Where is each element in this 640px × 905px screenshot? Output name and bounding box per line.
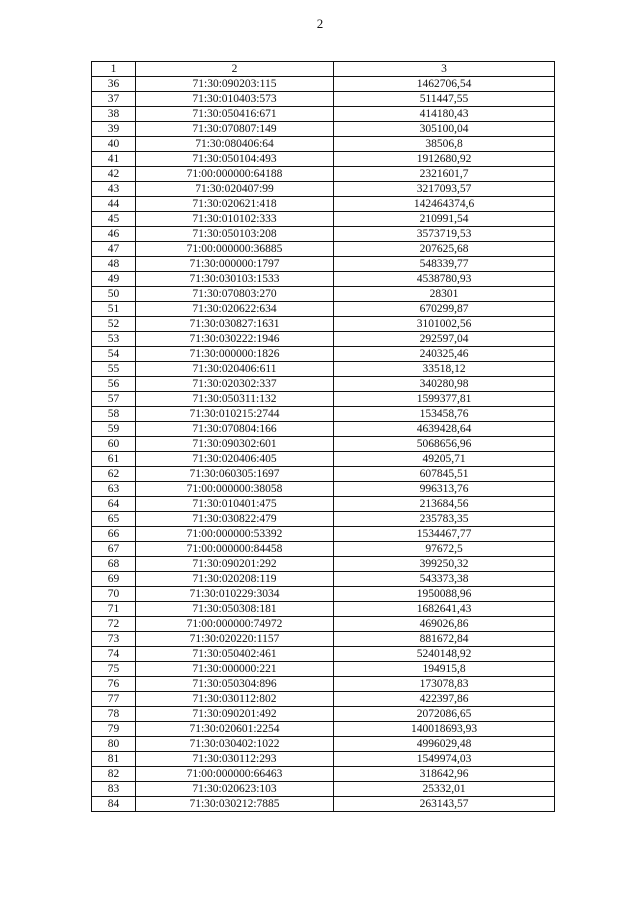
row-number-cell: 48 — [92, 257, 136, 272]
table-row — [92, 137, 555, 152]
table-row — [92, 752, 555, 767]
row-number-cell: 66 — [92, 527, 136, 542]
cadastral-number-cell: 71:30:030112:802 — [136, 692, 334, 707]
table-row — [92, 602, 555, 617]
row-number-cell: 64 — [92, 497, 136, 512]
table-row — [92, 557, 555, 572]
row-number-cell: 53 — [92, 332, 136, 347]
value-cell: 340280,98 — [334, 377, 555, 392]
value-cell: 235783,35 — [334, 512, 555, 527]
row-number-cell: 62 — [92, 467, 136, 482]
value-cell: 140018693,93 — [334, 722, 555, 737]
table-row — [92, 92, 555, 107]
value-cell: 1462706,54 — [334, 77, 555, 92]
table-row — [92, 467, 555, 482]
value-cell: 33518,12 — [334, 362, 555, 377]
row-number-cell: 46 — [92, 227, 136, 242]
row-number-cell: 77 — [92, 692, 136, 707]
cadastral-number-cell: 71:30:020622:634 — [136, 302, 334, 317]
value-cell: 240325,46 — [334, 347, 555, 362]
column-header-1: 1 — [92, 62, 136, 77]
value-cell: 543373,38 — [334, 572, 555, 587]
table-row — [92, 407, 555, 422]
table-row — [92, 422, 555, 437]
table-row — [92, 527, 555, 542]
cadastral-number-cell: 71:30:010403:573 — [136, 92, 334, 107]
value-cell: 1599377,81 — [334, 392, 555, 407]
value-cell: 1549974,03 — [334, 752, 555, 767]
value-cell: 3101002,56 — [334, 317, 555, 332]
row-number-cell: 49 — [92, 272, 136, 287]
row-number-cell: 76 — [92, 677, 136, 692]
cadastral-number-cell: 71:30:070804:166 — [136, 422, 334, 437]
row-number-cell: 45 — [92, 212, 136, 227]
value-cell: 3217093,57 — [334, 182, 555, 197]
registry-table — [91, 61, 555, 812]
row-number-cell: 67 — [92, 542, 136, 557]
table-row — [92, 77, 555, 92]
row-number-cell: 57 — [92, 392, 136, 407]
cadastral-number-cell: 71:30:020208:119 — [136, 572, 334, 587]
cadastral-number-cell: 71:00:000000:64188 — [136, 167, 334, 182]
value-cell: 670299,87 — [334, 302, 555, 317]
table-row — [92, 257, 555, 272]
value-cell: 5240148,92 — [334, 647, 555, 662]
cadastral-number-cell: 71:30:090302:601 — [136, 437, 334, 452]
cadastral-number-cell: 71:00:000000:53392 — [136, 527, 334, 542]
value-cell: 5068656,96 — [334, 437, 555, 452]
value-cell: 1534467,77 — [334, 527, 555, 542]
cadastral-number-cell: 71:30:000000:1826 — [136, 347, 334, 362]
row-number-cell: 38 — [92, 107, 136, 122]
value-cell: 399250,32 — [334, 557, 555, 572]
cadastral-number-cell: 71:30:000000:1797 — [136, 257, 334, 272]
table-row — [92, 737, 555, 752]
cadastral-number-cell: 71:30:060305:1697 — [136, 467, 334, 482]
table-row — [92, 122, 555, 137]
cadastral-number-cell: 71:30:050103:208 — [136, 227, 334, 242]
cadastral-number-cell: 71:00:000000:38058 — [136, 482, 334, 497]
row-number-cell: 42 — [92, 167, 136, 182]
cadastral-number-cell: 71:00:000000:84458 — [136, 542, 334, 557]
row-number-cell: 59 — [92, 422, 136, 437]
table-row — [92, 797, 555, 812]
cadastral-number-cell: 71:30:050308:181 — [136, 602, 334, 617]
value-cell: 548339,77 — [334, 257, 555, 272]
value-cell: 4639428,64 — [334, 422, 555, 437]
cadastral-number-cell: 71:30:090201:292 — [136, 557, 334, 572]
row-number-cell: 55 — [92, 362, 136, 377]
cadastral-number-cell: 71:30:050311:132 — [136, 392, 334, 407]
row-number-cell: 43 — [92, 182, 136, 197]
value-cell: 1950088,96 — [334, 587, 555, 602]
row-number-cell: 54 — [92, 347, 136, 362]
table-row — [92, 587, 555, 602]
table-row — [92, 332, 555, 347]
cadastral-number-cell: 71:30:020407:99 — [136, 182, 334, 197]
row-number-cell: 44 — [92, 197, 136, 212]
row-number-cell: 41 — [92, 152, 136, 167]
row-number-cell: 71 — [92, 602, 136, 617]
row-number-cell: 37 — [92, 92, 136, 107]
value-cell: 881672,84 — [334, 632, 555, 647]
cadastral-number-cell: 71:30:030222:1946 — [136, 332, 334, 347]
cadastral-number-cell: 71:30:030822:479 — [136, 512, 334, 527]
row-number-cell: 63 — [92, 482, 136, 497]
table-row — [92, 767, 555, 782]
cadastral-number-cell: 71:30:010229:3034 — [136, 587, 334, 602]
value-cell: 153458,76 — [334, 407, 555, 422]
table-row — [92, 302, 555, 317]
table-row — [92, 392, 555, 407]
row-number-cell: 79 — [92, 722, 136, 737]
table-header-row — [92, 62, 555, 77]
cadastral-number-cell: 71:30:020406:611 — [136, 362, 334, 377]
value-cell: 49205,71 — [334, 452, 555, 467]
table-row — [92, 197, 555, 212]
table-row — [92, 182, 555, 197]
table-row — [92, 152, 555, 167]
cadastral-number-cell: 71:30:010215:2744 — [136, 407, 334, 422]
cadastral-number-cell: 71:30:020601:2254 — [136, 722, 334, 737]
cadastral-number-cell: 71:30:080406:64 — [136, 137, 334, 152]
value-cell: 305100,04 — [334, 122, 555, 137]
row-number-cell: 78 — [92, 707, 136, 722]
row-number-cell: 83 — [92, 782, 136, 797]
value-cell: 511447,55 — [334, 92, 555, 107]
table-row — [92, 107, 555, 122]
cadastral-number-cell: 71:30:050402:461 — [136, 647, 334, 662]
column-header-2: 2 — [136, 62, 334, 77]
value-cell: 1682641,43 — [334, 602, 555, 617]
table-row — [92, 677, 555, 692]
table-row — [92, 287, 555, 302]
value-cell: 263143,57 — [334, 797, 555, 812]
row-number-cell: 74 — [92, 647, 136, 662]
cadastral-number-cell: 71:30:090201:492 — [136, 707, 334, 722]
value-cell: 607845,51 — [334, 467, 555, 482]
cadastral-number-cell: 71:30:010401:475 — [136, 497, 334, 512]
value-cell: 414180,43 — [334, 107, 555, 122]
row-number-cell: 40 — [92, 137, 136, 152]
cadastral-number-cell: 71:00:000000:74972 — [136, 617, 334, 632]
cadastral-number-cell: 71:30:020621:418 — [136, 197, 334, 212]
table-row — [92, 347, 555, 362]
value-cell: 996313,76 — [334, 482, 555, 497]
row-number-cell: 61 — [92, 452, 136, 467]
cadastral-number-cell: 71:00:000000:36885 — [136, 242, 334, 257]
value-cell: 173078,83 — [334, 677, 555, 692]
row-number-cell: 84 — [92, 797, 136, 812]
row-number-cell: 50 — [92, 287, 136, 302]
cadastral-number-cell: 71:30:030212:7885 — [136, 797, 334, 812]
column-header-3: 3 — [334, 62, 555, 77]
value-cell: 292597,04 — [334, 332, 555, 347]
cadastral-number-cell: 71:00:000000:66463 — [136, 767, 334, 782]
value-cell: 207625,68 — [334, 242, 555, 257]
table-row — [92, 242, 555, 257]
cadastral-number-cell: 71:30:020623:103 — [136, 782, 334, 797]
table-row — [92, 572, 555, 587]
table-row — [92, 782, 555, 797]
cadastral-number-cell: 71:30:030827:1631 — [136, 317, 334, 332]
table-row — [92, 662, 555, 677]
cadastral-number-cell: 71:30:000000:221 — [136, 662, 334, 677]
table-row — [92, 377, 555, 392]
table-row — [92, 632, 555, 647]
row-number-cell: 72 — [92, 617, 136, 632]
cadastral-number-cell: 71:30:050304:896 — [136, 677, 334, 692]
row-number-cell: 52 — [92, 317, 136, 332]
row-number-cell: 60 — [92, 437, 136, 452]
value-cell: 2072086,65 — [334, 707, 555, 722]
table-row — [92, 272, 555, 287]
row-number-cell: 39 — [92, 122, 136, 137]
row-number-cell: 36 — [92, 77, 136, 92]
row-number-cell: 82 — [92, 767, 136, 782]
cadastral-number-cell: 71:30:030402:1022 — [136, 737, 334, 752]
cadastral-number-cell: 71:30:020220:1157 — [136, 632, 334, 647]
table-row — [92, 482, 555, 497]
table-row — [92, 617, 555, 632]
row-number-cell: 68 — [92, 557, 136, 572]
page-number: 2 — [316, 16, 324, 31]
table-row — [92, 317, 555, 332]
table-row — [92, 722, 555, 737]
row-number-cell: 47 — [92, 242, 136, 257]
value-cell: 4538780,93 — [334, 272, 555, 287]
table-row — [92, 437, 555, 452]
cadastral-number-cell: 71:30:050416:671 — [136, 107, 334, 122]
row-number-cell: 81 — [92, 752, 136, 767]
cadastral-number-cell: 71:30:070807:149 — [136, 122, 334, 137]
table-row — [92, 707, 555, 722]
value-cell: 97672,5 — [334, 542, 555, 557]
table-row — [92, 167, 555, 182]
table-body — [92, 77, 555, 812]
cadastral-number-cell: 71:30:010102:333 — [136, 212, 334, 227]
table-row — [92, 647, 555, 662]
row-number-cell: 51 — [92, 302, 136, 317]
value-cell: 1912680,92 — [334, 152, 555, 167]
table-row — [92, 452, 555, 467]
table-row — [92, 362, 555, 377]
row-number-cell: 70 — [92, 587, 136, 602]
value-cell: 25332,01 — [334, 782, 555, 797]
value-cell: 194915,8 — [334, 662, 555, 677]
value-cell: 318642,96 — [334, 767, 555, 782]
cadastral-number-cell: 71:30:030112:293 — [136, 752, 334, 767]
table-row — [92, 212, 555, 227]
value-cell: 210991,54 — [334, 212, 555, 227]
row-number-cell: 73 — [92, 632, 136, 647]
row-number-cell: 80 — [92, 737, 136, 752]
table-row — [92, 227, 555, 242]
row-number-cell: 65 — [92, 512, 136, 527]
cadastral-number-cell: 71:30:020406:405 — [136, 452, 334, 467]
row-number-cell: 56 — [92, 377, 136, 392]
value-cell: 422397,86 — [334, 692, 555, 707]
value-cell: 38506,8 — [334, 137, 555, 152]
row-number-cell: 75 — [92, 662, 136, 677]
cadastral-number-cell: 71:30:050104:493 — [136, 152, 334, 167]
table-row — [92, 512, 555, 527]
cadastral-number-cell: 71:30:030103:1533 — [136, 272, 334, 287]
cadastral-number-cell: 71:30:020302:337 — [136, 377, 334, 392]
value-cell: 3573719,53 — [334, 227, 555, 242]
value-cell: 28301 — [334, 287, 555, 302]
value-cell: 142464374,6 — [334, 197, 555, 212]
row-number-cell: 69 — [92, 572, 136, 587]
table-row — [92, 692, 555, 707]
row-number-cell: 58 — [92, 407, 136, 422]
value-cell: 213684,56 — [334, 497, 555, 512]
value-cell: 2321601,7 — [334, 167, 555, 182]
value-cell: 469026,86 — [334, 617, 555, 632]
value-cell: 4996029,48 — [334, 737, 555, 752]
table-row — [92, 497, 555, 512]
table-row — [92, 542, 555, 557]
cadastral-number-cell: 71:30:090203:115 — [136, 77, 334, 92]
cadastral-number-cell: 71:30:070803:270 — [136, 287, 334, 302]
